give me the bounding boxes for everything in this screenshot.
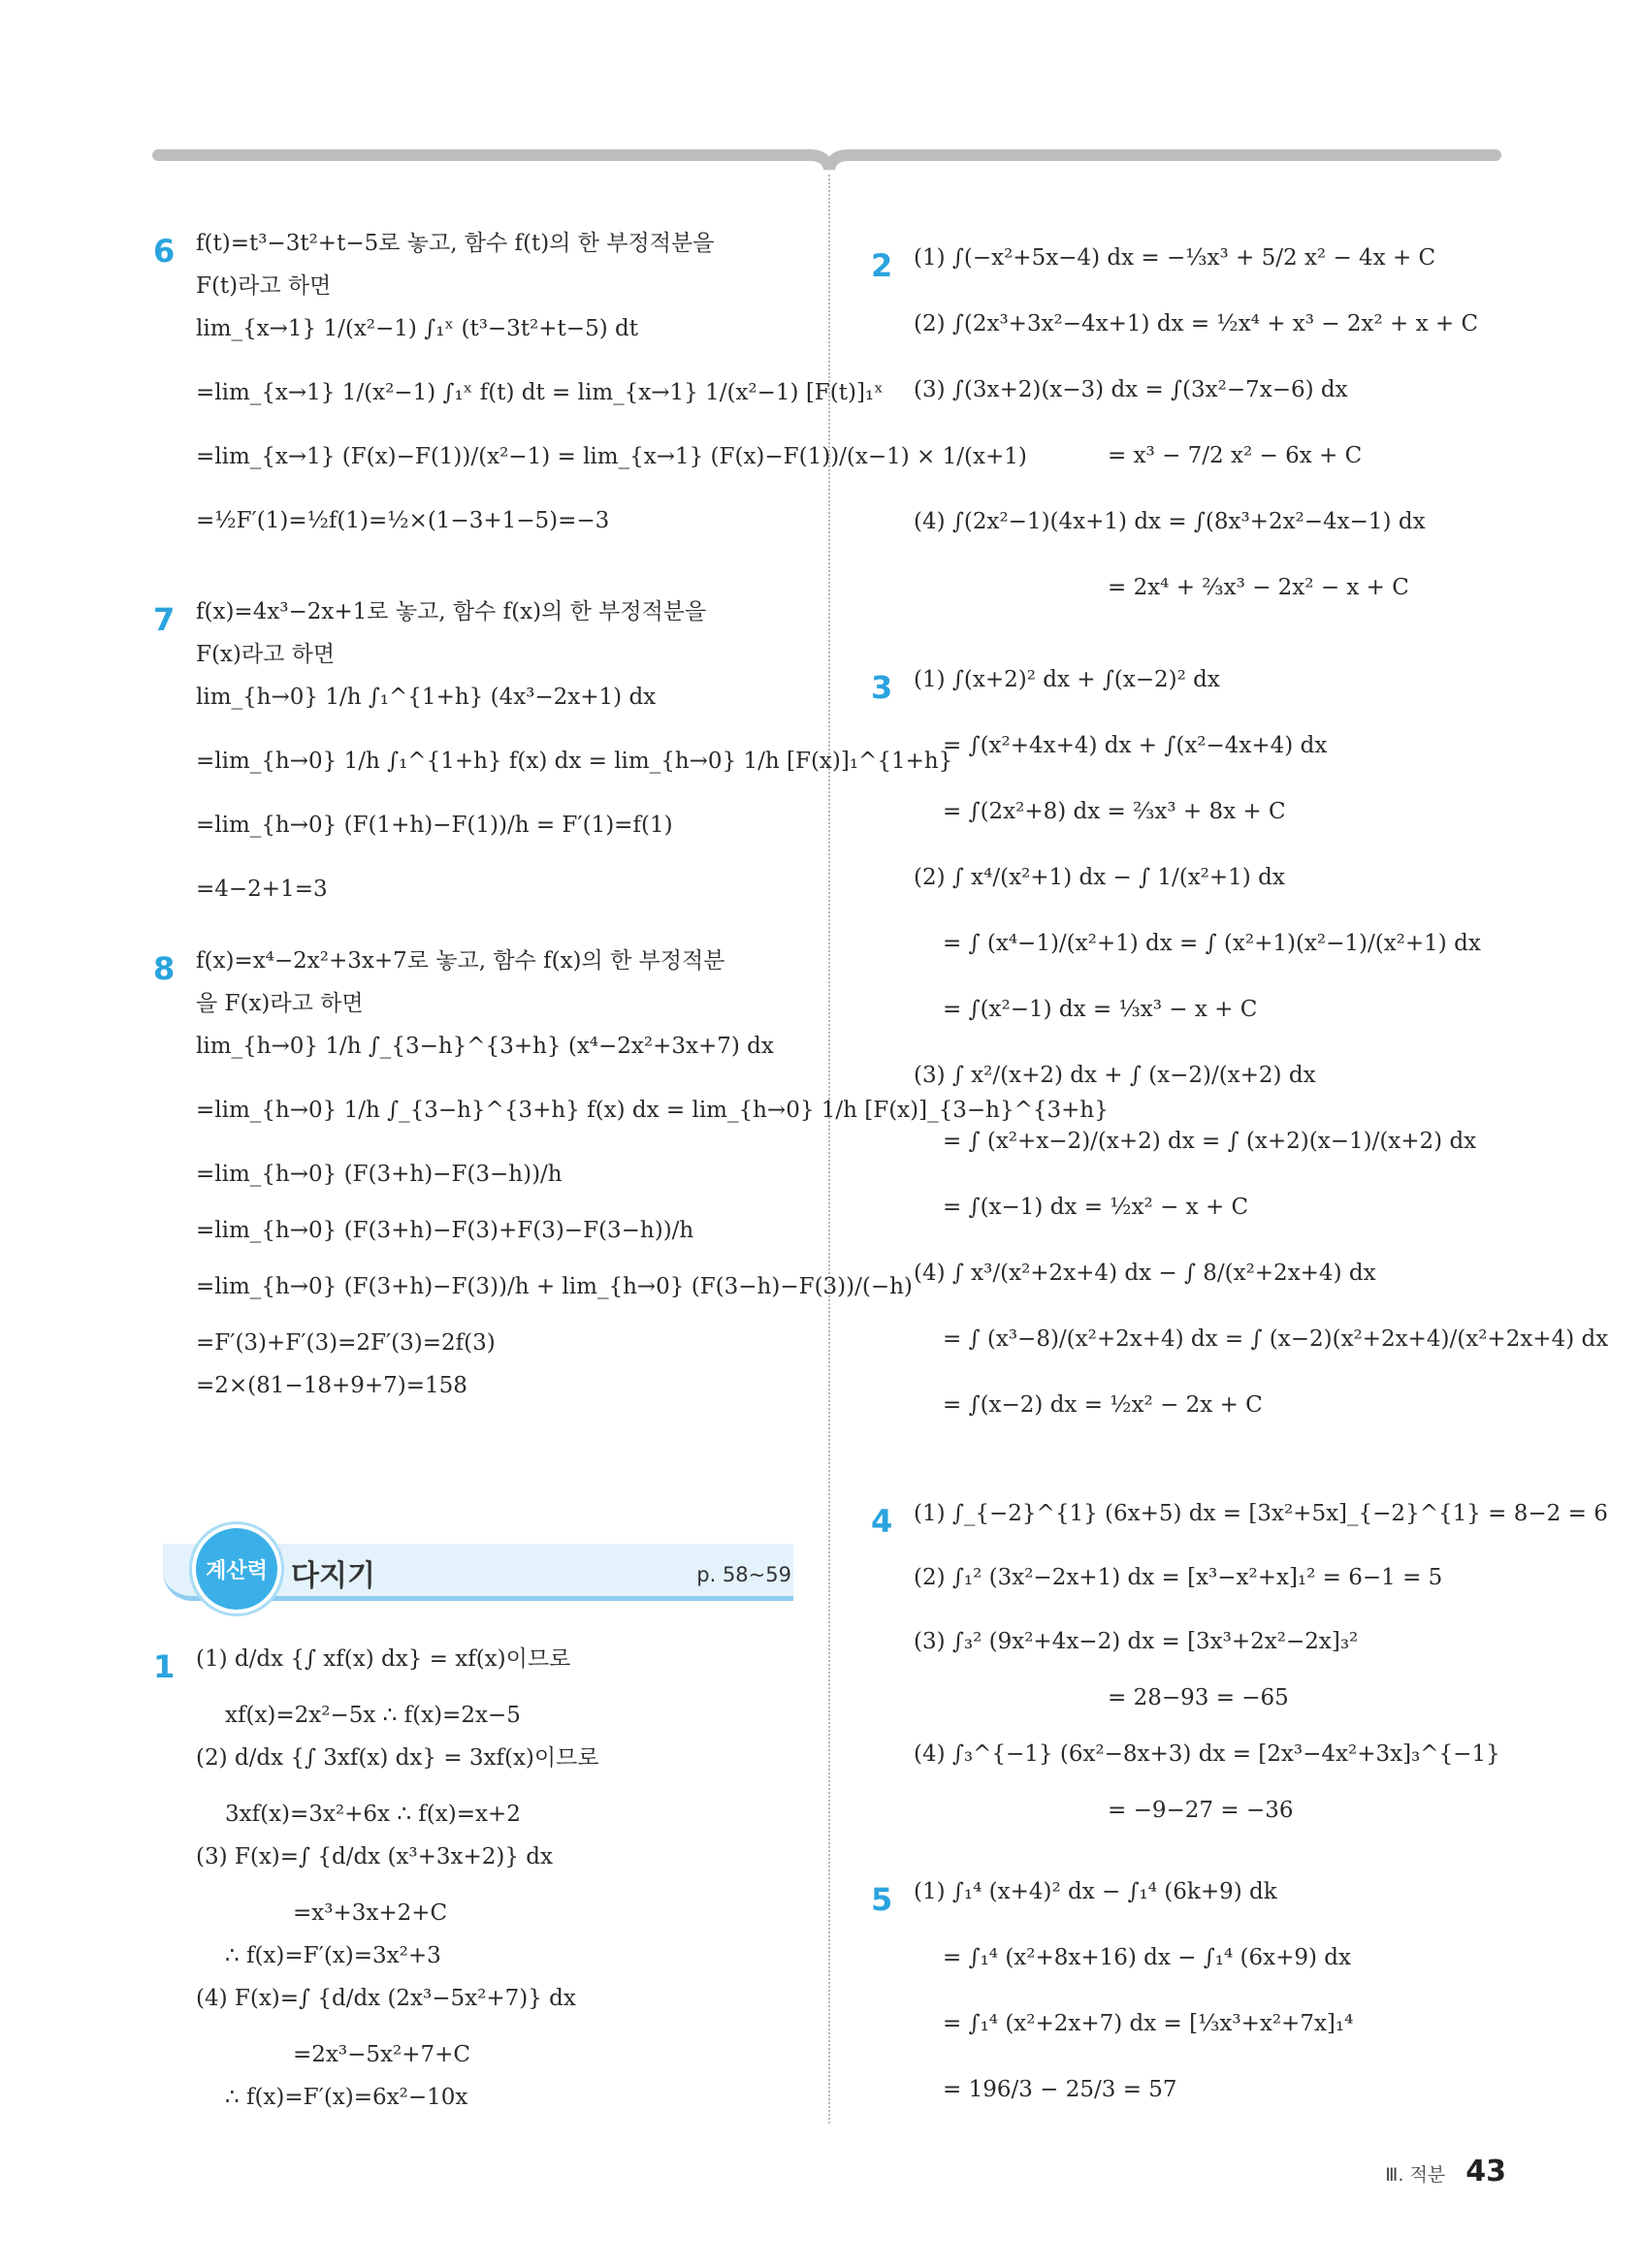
solution-line: =4−2+1=3 <box>196 877 328 902</box>
solution-text <box>914 1501 1608 1856</box>
solution-line: (1) ∫(−x²+5x−4) dx = −⅓x³ + 5/2 x² − 4x + C <box>914 245 1436 271</box>
solution-line: = ∫ (x⁴−1)/(x²+1) dx = ∫ (x²+1)(x²−1)/(x²+1) dx <box>943 931 1481 956</box>
solution-line: (4) ∫ x³/(x²+2x+4) dx − ∫ 8/(x²+2x+4) dx <box>914 1261 1376 1286</box>
solution-line: f(x)=x⁴−2x²+3x+7로 놓고, 함수 f(x)의 한 부정적분 <box>196 948 725 974</box>
solution-line: F(x)라고 하면 <box>196 642 336 667</box>
solution-line: (2) d/dx {∫ 3xf(x) dx} = 3xf(x)이므로 <box>196 1745 599 1771</box>
solution-line: (4) ∫(2x²−1)(4x+1) dx = ∫(8x³+2x²−4x−1) dx <box>914 509 1426 534</box>
solution-line: = ∫(x²+4x+4) dx + ∫(x²−4x+4) dx <box>943 733 1328 758</box>
solution-line: =2×(81−18+9+7)=158 <box>196 1373 467 1398</box>
solution-line: =2x³−5x²+7+C <box>293 2042 470 2067</box>
solution-text <box>196 599 953 921</box>
solution-line: = ∫ (x³−8)/(x²+2x+4) dx = ∫ (x−2)(x²+2x+4)/(x²+2x+4) dx <box>943 1326 1609 1352</box>
solution-line: =lim_{x→1} (F(x)−F(1))/(x²−1) = lim_{x→1} (F(x)−F(1))/(x−1) × 1/(x+1) <box>196 444 1027 469</box>
chapter-label: Ⅲ. 적분 <box>1385 2164 1446 2186</box>
solution-line: (2) ∫ x⁴/(x²+1) dx − ∫ 1/(x²+1) dx <box>914 865 1285 890</box>
solution-line: =lim_{h→0} 1/h ∫₁^{1+h} f(x) dx = lim_{h→0} 1/h [F(x)]₁^{1+h} <box>196 749 953 774</box>
solution-line: = 2x⁴ + ⅔x³ − 2x² − x + C <box>1108 575 1409 600</box>
solution-line: (1) ∫(x+2)² dx + ∫(x−2)² dx <box>914 667 1220 692</box>
problem-number: 7 <box>153 601 176 638</box>
solution-line: =lim_{x→1} 1/(x²−1) ∫₁ˣ f(t) dt = lim_{x→1} 1/(x²−1) [F(t)]₁ˣ <box>196 380 884 405</box>
solution-text <box>914 1881 1515 2145</box>
solution-line: ∴ f(x)=F′(x)=6x²−10x <box>225 2085 468 2110</box>
solution-line: (3) ∫₃² (9x²+4x−2) dx = [3x³+2x²−2x]₃² <box>914 1629 1359 1654</box>
solution-text <box>914 667 1609 1460</box>
solution-line: (4) F(x)=∫ {d/dx (2x³−5x²+7)} dx <box>196 1986 576 2011</box>
solution-line: (3) ∫ x²/(x+2) dx + ∫ (x−2)/(x+2) dx <box>914 1063 1316 1088</box>
problem-number: 4 <box>871 1503 893 1540</box>
solution-line: = ∫ (x²+x−2)/(x+2) dx = ∫ (x+2)(x−1)/(x+2) dx <box>943 1129 1477 1154</box>
solution-line: 3xf(x)=3x²+6x ∴ f(x)=x+2 <box>225 1802 521 1827</box>
solution-line: F(t)라고 하면 <box>196 273 332 299</box>
solution-line: =lim_{h→0} (F(3+h)−F(3)+F(3)−F(3−h))/h <box>196 1218 694 1243</box>
solution-line: 을 F(x)라고 하면 <box>196 991 364 1016</box>
solution-line: = ∫(2x²+8) dx = ⅔x³ + 8x + C <box>943 799 1286 824</box>
solution-line: =lim_{h→0} (F(3+h)−F(3))/h + lim_{h→0} (F(3−h)−F(3))/(−h) <box>196 1274 913 1299</box>
solution-line: = x³ − 7/2 x² − 6x + C <box>1108 443 1363 468</box>
solution-line: =lim_{h→0} (F(3+h)−F(3−h))/h <box>196 1162 563 1187</box>
solution-line: ∴ f(x)=F′(x)=3x²+3 <box>225 1943 441 1968</box>
solution-line: (1) ∫₁⁴ (x+4)² dx − ∫₁⁴ (6k+9) dk <box>914 1879 1277 1904</box>
solution-line: =lim_{h→0} (F(1+h)−F(1))/h = F′(1)=f(1) <box>196 813 673 838</box>
solution-line: = ∫₁⁴ (x²+8x+16) dx − ∫₁⁴ (6x+9) dx <box>943 1945 1351 1970</box>
problem-number: 5 <box>871 1881 893 1918</box>
solution-line: = ∫(x²−1) dx = ⅓x³ − x + C <box>943 997 1258 1022</box>
page-footer <box>1385 2155 1506 2188</box>
section-banner <box>153 1522 793 1614</box>
solution-line: lim_{h→0} 1/h ∫_{3−h}^{3+h} (x⁴−2x²+3x+7) dx <box>196 1034 774 1059</box>
solution-text <box>196 1648 797 2129</box>
solution-line: (1) d/dx {∫ xf(x) dx} = xf(x)이므로 <box>196 1646 571 1672</box>
solution-line: = 196/3 − 25/3 = 57 <box>943 2077 1177 2102</box>
solution-line: =lim_{h→0} 1/h ∫_{3−h}^{3+h} f(x) dx = lim_{h→0} 1/h [F(x)]_{3−h}^{3+h} <box>196 1098 1109 1123</box>
section-page-range: p. 58~59 <box>696 1563 791 1586</box>
solution-line: = ∫(x−1) dx = ½x² − x + C <box>943 1195 1249 1220</box>
page-number: 43 <box>1465 2155 1506 2188</box>
problem-number: 3 <box>871 669 893 706</box>
section-badge: 계산력 <box>192 1524 281 1613</box>
problem-number: 1 <box>153 1648 176 1685</box>
solution-line: xf(x)=2x²−5x ∴ f(x)=2x−5 <box>225 1703 521 1728</box>
solution-text <box>196 231 1027 553</box>
problem-number: 6 <box>153 233 176 270</box>
solution-line: (1) ∫_{−2}^{1} (6x+5) dx = [3x²+5x]_{−2}^{1} = 8−2 = 6 <box>914 1501 1608 1526</box>
top-divider-bar <box>150 145 1503 171</box>
solution-line: f(x)=4x³−2x+1로 놓고, 함수 f(x)의 한 부정적분을 <box>196 599 707 624</box>
solution-line: lim_{x→1} 1/(x²−1) ∫₁ˣ (t³−3t²+t−5) dt <box>196 316 638 341</box>
solution-line: = ∫₁⁴ (x²+2x+7) dx = [⅓x³+x²+7x]₁⁴ <box>943 2011 1354 2036</box>
solution-line: =F′(3)+F′(3)=2F′(3)=2f(3) <box>196 1330 496 1356</box>
solution-line: = ∫(x−2) dx = ½x² − 2x + C <box>943 1392 1263 1418</box>
solution-text <box>914 247 1515 643</box>
problem-number: 8 <box>153 950 176 987</box>
solution-line: (3) ∫(3x+2)(x−3) dx = ∫(3x²−7x−6) dx <box>914 377 1348 402</box>
solution-line: = 28−93 = −65 <box>1108 1685 1289 1710</box>
solution-line: =½F′(1)=½f(1)=½×(1−3+1−5)=−3 <box>196 508 610 533</box>
problem-number: 2 <box>871 247 893 284</box>
solution-line: = −9−27 = −36 <box>1108 1798 1294 1823</box>
solution-line: (2) ∫₁² (3x²−2x+1) dx = [x³−x²+x]₁² = 6−1 = 5 <box>914 1565 1443 1590</box>
solution-line: f(t)=t³−3t²+t−5로 놓고, 함수 f(t)의 한 부정적분을 <box>196 231 715 256</box>
solution-line: =x³+3x+2+C <box>293 1901 448 1926</box>
section-title: 다지기 <box>291 1559 375 1593</box>
solution-line: (4) ∫₃^{−1} (6x²−8x+3) dx = [2x³−4x²+3x]₃^{−1} <box>914 1741 1500 1767</box>
solution-line: (3) F(x)=∫ {d/dx (x³+3x+2)} dx <box>196 1844 553 1869</box>
solution-line: lim_{h→0} 1/h ∫₁^{1+h} (4x³−2x+1) dx <box>196 685 657 710</box>
solution-line: (2) ∫(2x³+3x²−4x+1) dx = ½x⁴ + x³ − 2x² + x + C <box>914 311 1479 336</box>
